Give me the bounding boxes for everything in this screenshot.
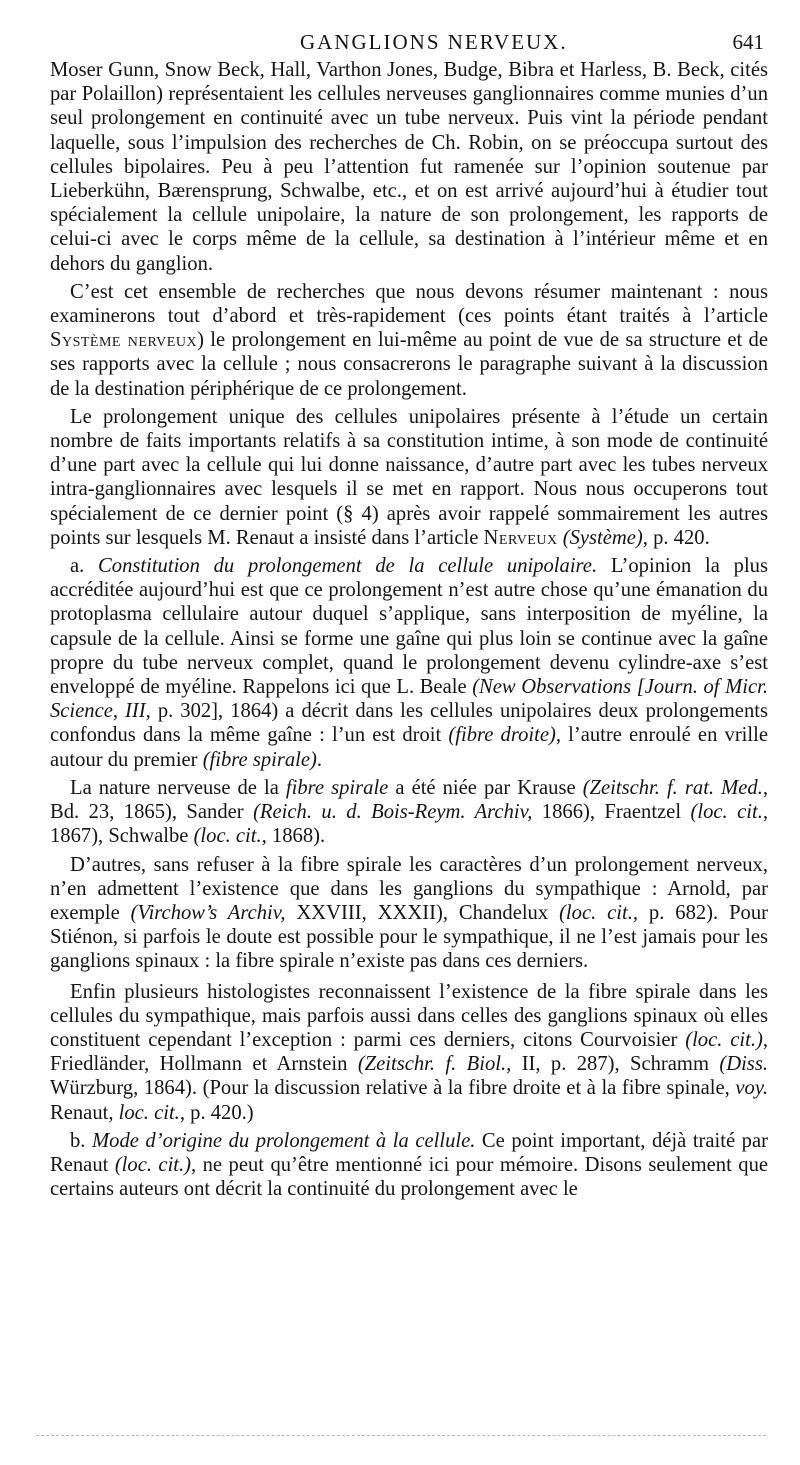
italic-ref: (Diss. [719,1053,768,1076]
paragraph [50,980,768,1125]
section-label: a. [70,555,85,578]
page-header [0,28,800,56]
paragraph [50,776,768,849]
section-title: Mode d’origine du prolongement à la cellule. [92,1129,476,1152]
italic-ref: (fibre droite) [448,724,556,747]
text-run: . [316,748,323,771]
italic-ref: (Zeitschr. f. rat. Med., [582,776,768,799]
italic-ref: voy. [735,1077,768,1100]
paragraph [50,405,768,550]
text-run: , ne peut qu’être mentionné ici pour mémoire. Disons seulement que certains auteurs ont décrit la continuité du prolongement avec le [50,1153,769,1201]
text-run: p. 302], 1864) a décrit dans les cellules unipolaires deux prolongements confondus dans la même gaîne : l’un est droit [50,700,768,747]
italic-ref: (loc. cit., [690,801,768,824]
text-run: , Friedländer, Hollmann et Arnstein [50,1028,768,1076]
italic-ref: (Système) [562,526,643,549]
italic-ref: (loc. cit., [193,825,267,848]
text-run: L’opinion la plus accréditée aujourd’hui est que ce prolongement n’est autre chose qu’une émanation du protoplasma cellulaire autour duquel s’applique, sans interposition de myéline, la capsule de la cellule. Ainsi se forme une gaîne qui plus loin se continue avec la gaîne propre du tube nerveux complet, quand le prolongement devenu cylindre-axe s’est enveloppé de myéline. Rappelons ici que L. Beale [50,555,768,699]
text-run: Würzburg, 1864). (Pour la discussion relative à la fibre droite et à la fibre spinale, [50,1077,730,1100]
page-number: 641 [732,30,764,54]
italic-ref: loc. cit., [118,1101,185,1124]
text-run: p. 420.) [190,1101,254,1124]
text-run: La nature nerveuse de la [70,776,279,799]
italic-ref: fibre spirale [285,776,389,799]
section-label: b. [70,1129,86,1152]
text-run: II, p. 287), Schramm [521,1053,709,1076]
paragraph [50,853,768,974]
small-caps-ref: Système nerveux [50,329,198,352]
italic-ref: (Zeitschr. f. Biol., [357,1053,512,1076]
text-run: , l’autre enroulé en vrille autour du premier [50,724,768,771]
italic-ref: (loc. cit.) [114,1153,192,1176]
text-run: Le prolongement unique des cellules unipolaires présente à l’étude un certain nombre de faits importants relatifs à sa constitution intime, à son mode de continuité d’une part avec la cellule qui lui donne naissance, d’autre part avec les tubes nerveux intra-ganglionnaires avec lesquels il se met en rapport. Nous nous occuperons tout spécialement de ce dernier point (§ 4) après avoir rappelé sommairement les autres points sur lesquels M. Renaut a insisté dans l’article [50,405,768,549]
text-run: 1868). [271,825,326,848]
text-run: , p. 420. [642,526,710,549]
paragraph [50,280,768,401]
text-run: Enfin plusieurs histologistes reconnaissent l’existence de la fibre spirale dans les cellules du sympathique, mais parfois aussi dans celles des ganglions spinaux où elles constituent cependant l’exception : parmi ces derniers, citons Courvoisier [50,980,768,1051]
italic-ref: (Virchow’s Archiv, [130,901,286,924]
italic-ref: (fibre spirale) [202,748,317,771]
text-run: Renaut, [50,1101,114,1124]
text-run: Bd. 23, 1865), Sander [50,801,244,824]
text-run: a été niée par Krause [395,776,576,799]
text-run: D’autres, sans refuser à la fibre spirale les caractères d’un prolongement nerveux, n’en admettent l’existence que dans les ganglions du sympathique : Arnold, par exemple [50,853,768,924]
text-run: XXVIII, XXXII), Chandelux [296,901,549,924]
bleed-through-rule [36,1435,766,1436]
paragraph-section-a [50,554,768,772]
section-title: Constitution du prolongement de la cellule unipolaire. [98,555,598,578]
text-run: Ce point important, déjà traité par Renaut [50,1129,768,1176]
paragraph [50,58,768,276]
running-title: GANGLIONS NERVEUX. [300,30,568,54]
text-run: C’est cet ensemble de recherches que nous devons résumer maintenant : nous examinerons tout d’abord et très-rapidement (ces points étant traités à l’article [50,280,768,328]
text-run: 1867), Schwalbe [50,825,189,848]
italic-ref: (Reich. u. d. Bois-Reym. Archiv, [253,801,533,824]
text-run: ) le prolongement en lui-même au point de vue de sa structure et de ses rapports avec la cellule ; nous consacrerons le paragraphe suivant à la discussion de la destination périphérique de ce prolongement. [50,329,768,400]
small-caps-ref: Nerveux [483,526,558,549]
text-run: 1866), Fraentzel [541,801,682,824]
paragraph-section-b [50,1129,768,1202]
body-text [50,58,768,1205]
italic-ref: (loc. cit., [559,901,639,924]
text-run: Moser Gunn, Snow Beck, Hall, Varthon Jones, Budge, Bibra et Harless, B. Beck, cités par Polaillon) représentaient les cellules nerveuses ganglionnaires comme munies d’un seul prolongement en continuité avec un tube nerveux. Puis vint la période pendant laquelle, sous l’impulsion des recherches de Ch. Robin, on se préoccupa surtout des cellules bipolaires. Peu à peu l’attention fut ramenée sur l’opinion soutenue par Lieberkühn, Bærensprung, Schwalbe, etc., et on est arrivé aujourd’hui à étudier tout spécialement la cellule unipolaire, la nature de son prolongement, les rapports de celui-ci avec le corps même de la cellule, sa destination à l’intérieur même et en dehors du ganglion. [50,59,768,275]
italic-ref: (New Observations [Journ. of Micr. Science, III, [50,676,769,723]
text-run: p. 682). Pour Stiénon, si parfois le doute est possible pour le sympathique, il ne l’est jamais pour les ganglions spinaux : la fibre spirale n’existe pas dans ces derniers. [50,901,768,973]
italic-ref: (loc. cit.) [685,1028,763,1051]
